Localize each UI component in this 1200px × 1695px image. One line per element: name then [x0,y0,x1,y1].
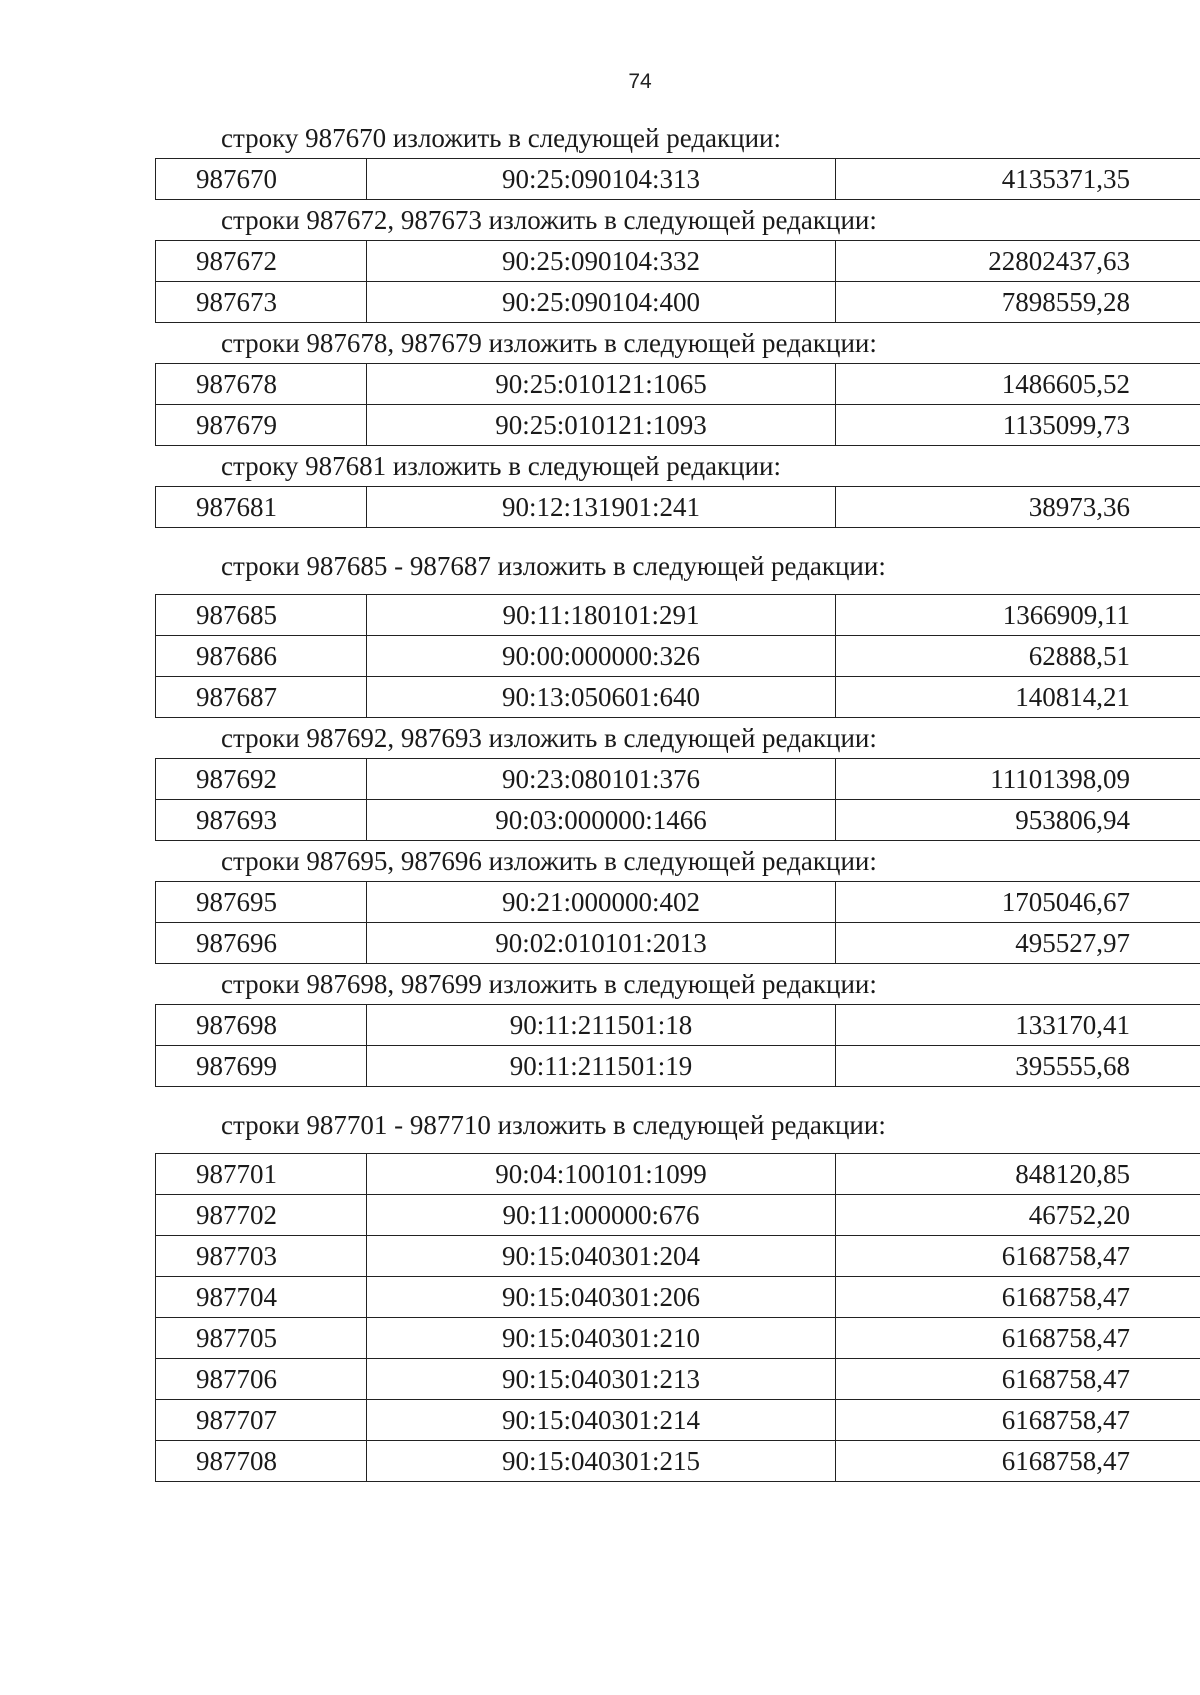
cadastral-number-cell: 90:23:080101:376 [367,759,836,800]
cadastral-number-cell: 90:25:090104:313 [367,159,836,200]
table-row [156,759,1200,800]
table-row [156,241,1200,282]
amendment-table [155,758,1200,841]
cadastral-number-cell: 90:25:090104:332 [367,241,836,282]
row-number-cell: 987701 [156,1154,367,1195]
value-cell: 848120,85 [836,1154,1200,1195]
cadastral-number-cell: 90:25:010121:1065 [367,364,836,405]
value-cell: 6168758,47 [836,1277,1200,1318]
table-row [156,595,1200,636]
cadastral-number-cell: 90:11:211501:19 [367,1046,836,1087]
section-heading: строки 987685 - 987687 изложить в следующей редакции: [221,551,886,581]
cadastral-number-cell: 90:13:050601:640 [367,677,836,718]
value-cell: 953806,94 [836,800,1200,841]
row-number-cell: 987687 [156,677,367,718]
section-heading: строку 987670 изложить в следующей редакции: [221,123,782,153]
amendment-section [155,718,1130,841]
section-heading: строки 987695, 987696 изложить в следующей редакции: [221,846,877,876]
section-heading: строки 987692, 987693 изложить в следующей редакции: [221,723,877,753]
table-row [156,636,1200,677]
value-cell: 1486605,52 [836,364,1200,405]
amendment-section [155,841,1130,964]
value-cell: 4135371,35 [836,159,1200,200]
cadastral-number-cell: 90:25:010121:1093 [367,405,836,446]
row-number-cell: 987673 [156,282,367,323]
cadastral-number-cell: 90:15:040301:206 [367,1277,836,1318]
cadastral-number-cell: 90:02:010101:2013 [367,923,836,964]
amendment-table [155,363,1200,446]
section-heading: строки 987701 - 987710 изложить в следующей редакции: [221,1110,886,1140]
row-number-cell: 987678 [156,364,367,405]
table-row [156,923,1200,964]
cadastral-number-cell: 90:11:000000:676 [367,1195,836,1236]
row-number-cell: 987670 [156,159,367,200]
table-row [156,882,1200,923]
table-row [156,282,1200,323]
table-row [156,364,1200,405]
row-number-cell: 987704 [156,1277,367,1318]
value-cell: 46752,20 [836,1195,1200,1236]
row-number-cell: 987698 [156,1005,367,1046]
value-cell: 6168758,47 [836,1318,1200,1359]
row-number-cell: 987707 [156,1400,367,1441]
row-number-cell: 987695 [156,882,367,923]
amendment-table [155,1004,1200,1087]
value-cell: 140814,21 [836,677,1200,718]
value-cell: 6168758,47 [836,1400,1200,1441]
amendment-section [155,323,1130,446]
row-number-cell: 987699 [156,1046,367,1087]
value-cell: 495527,97 [836,923,1200,964]
cadastral-number-cell: 90:03:000000:1466 [367,800,836,841]
cadastral-number-cell: 90:15:040301:214 [367,1400,836,1441]
amendment-table [155,1153,1200,1482]
row-number-cell: 987696 [156,923,367,964]
table-row [156,677,1200,718]
row-number-cell: 987692 [156,759,367,800]
cadastral-number-cell: 90:00:000000:326 [367,636,836,677]
value-cell: 6168758,47 [836,1236,1200,1277]
table-row [156,1441,1200,1482]
row-number-cell: 987686 [156,636,367,677]
amendment-section [155,964,1130,1087]
cadastral-number-cell: 90:15:040301:204 [367,1236,836,1277]
amendment-section [155,546,1130,718]
table-row [156,1154,1200,1195]
value-cell: 133170,41 [836,1005,1200,1046]
section-heading: строки 987698, 987699 изложить в следующей редакции: [221,969,877,999]
table-row [156,1046,1200,1087]
row-number-cell: 987706 [156,1359,367,1400]
amendment-table [155,486,1200,528]
row-number-cell: 987685 [156,595,367,636]
table-row [156,1359,1200,1400]
amendment-section [155,200,1130,323]
cadastral-number-cell: 90:15:040301:215 [367,1441,836,1482]
row-number-cell: 987672 [156,241,367,282]
section-heading: строки 987672, 987673 изложить в следующей редакции: [221,205,877,235]
row-number-cell: 987702 [156,1195,367,1236]
amendment-section [155,446,1130,528]
amendment-table [155,594,1200,718]
amendment-section [155,118,1130,200]
row-number-cell: 987693 [156,800,367,841]
row-number-cell: 987703 [156,1236,367,1277]
table-row [156,405,1200,446]
amendment-section [155,1105,1130,1482]
cadastral-number-cell: 90:11:211501:18 [367,1005,836,1046]
cadastral-number-cell: 90:21:000000:402 [367,882,836,923]
value-cell: 62888,51 [836,636,1200,677]
cadastral-number-cell: 90:15:040301:213 [367,1359,836,1400]
table-row [156,1277,1200,1318]
row-number-cell: 987681 [156,487,367,528]
value-cell: 38973,36 [836,487,1200,528]
cadastral-number-cell: 90:04:100101:1099 [367,1154,836,1195]
cadastral-number-cell: 90:11:180101:291 [367,595,836,636]
table-row [156,159,1200,200]
table-row [156,1400,1200,1441]
row-number-cell: 987708 [156,1441,367,1482]
value-cell: 6168758,47 [836,1359,1200,1400]
table-row [156,1005,1200,1046]
row-number-cell: 987679 [156,405,367,446]
amendment-table [155,158,1200,200]
value-cell: 1366909,11 [836,595,1200,636]
section-heading: строку 987681 изложить в следующей редакции: [221,451,782,481]
value-cell: 7898559,28 [836,282,1200,323]
amendment-table [155,240,1200,323]
value-cell: 1705046,67 [836,882,1200,923]
value-cell: 11101398,09 [836,759,1200,800]
value-cell: 1135099,73 [836,405,1200,446]
row-number-cell: 987705 [156,1318,367,1359]
table-row [156,1236,1200,1277]
table-row [156,800,1200,841]
table-row [156,487,1200,528]
cadastral-number-cell: 90:25:090104:400 [367,282,836,323]
table-row [156,1195,1200,1236]
amendment-table [155,881,1200,964]
table-row [156,1318,1200,1359]
document-body [155,118,1130,1482]
page-number: 74 [628,70,652,93]
value-cell: 395555,68 [836,1046,1200,1087]
value-cell: 22802437,63 [836,241,1200,282]
section-heading: строки 987678, 987679 изложить в следующей редакции: [221,328,877,358]
value-cell: 6168758,47 [836,1441,1200,1482]
cadastral-number-cell: 90:12:131901:241 [367,487,836,528]
cadastral-number-cell: 90:15:040301:210 [367,1318,836,1359]
